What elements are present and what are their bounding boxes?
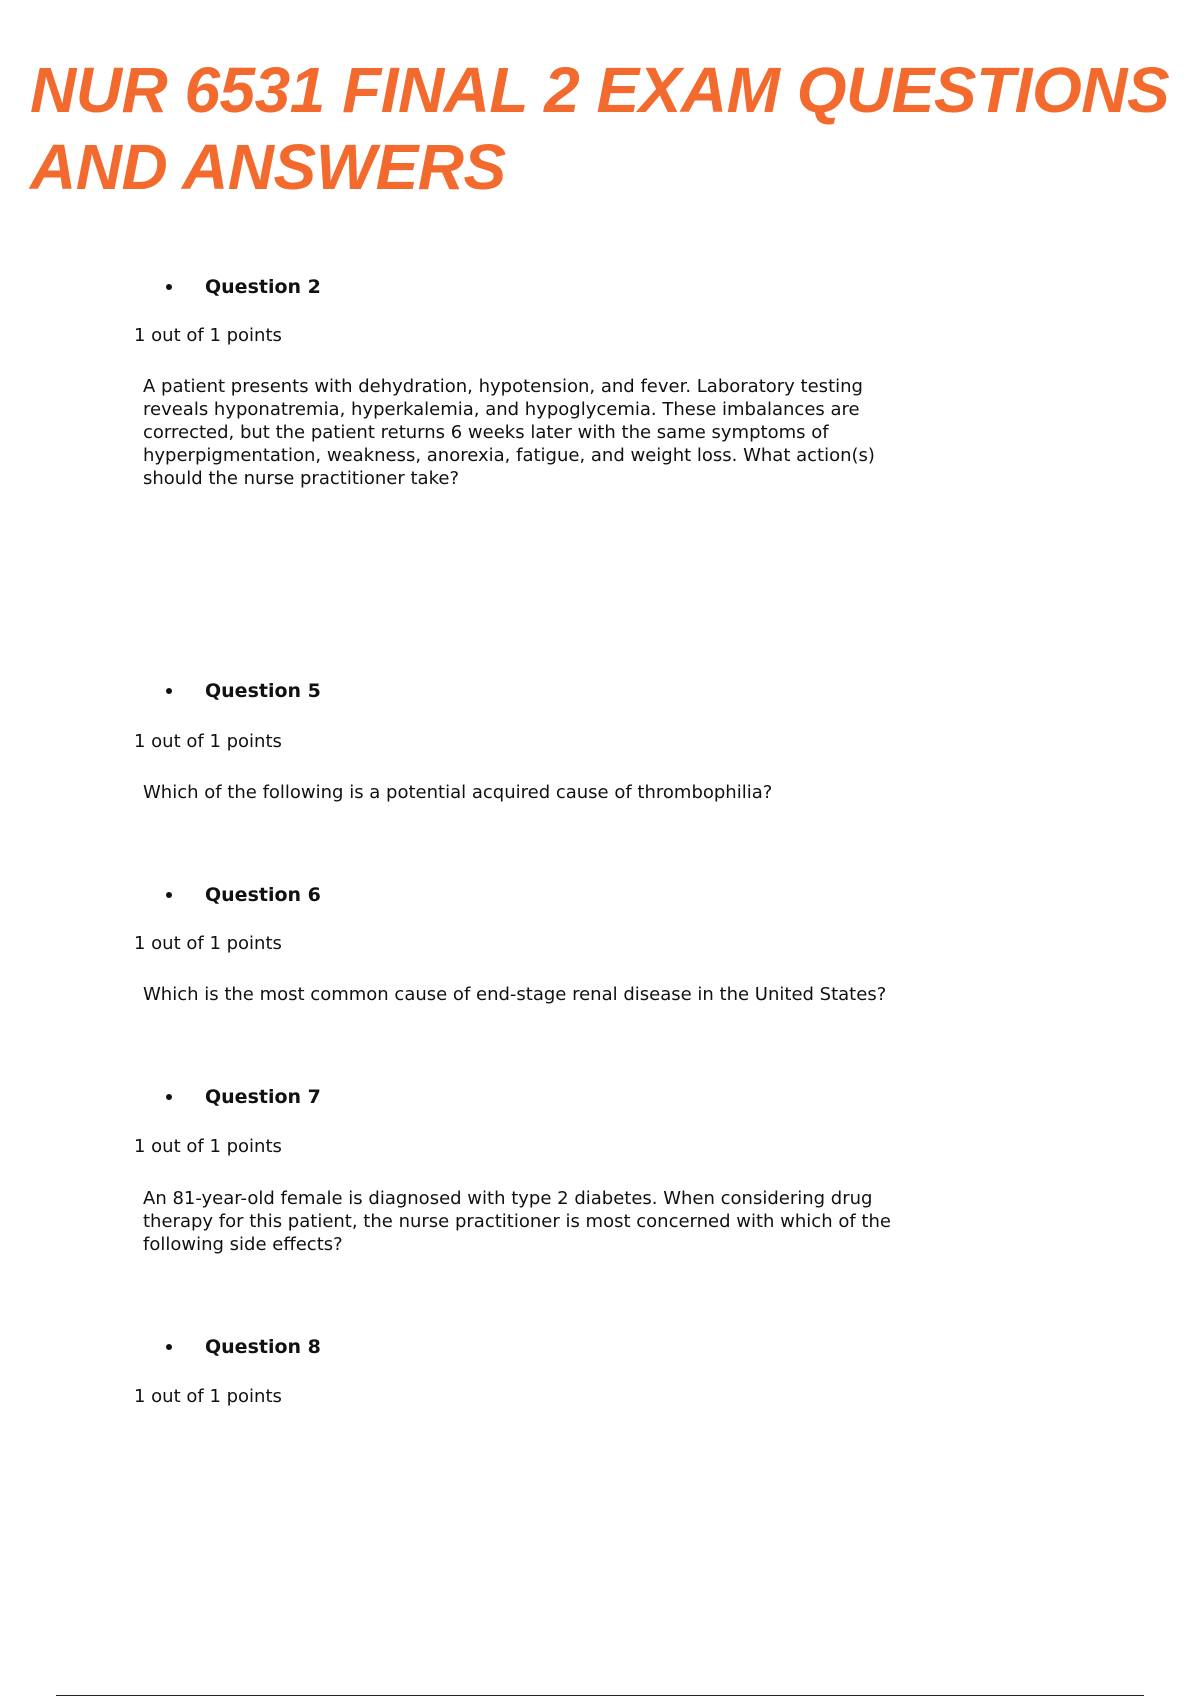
document-title <box>30 52 1190 206</box>
question-text-line: Which of the following is a potential acquired cause of thrombophilia? <box>143 782 773 803</box>
question-text-line: therapy for this patient, the nurse practitioner is most concerned with which of the <box>143 1211 891 1232</box>
question-label: Question 6 <box>205 884 321 906</box>
points-label: 1 out of 1 points <box>134 731 282 752</box>
points-label: 1 out of 1 points <box>134 1136 282 1157</box>
question-text-line: should the nurse practitioner take? <box>143 468 459 489</box>
question-text-line: reveals hyponatremia, hyperkalemia, and hypoglycemia. These imbalances are <box>143 399 860 420</box>
bullet-icon <box>166 1094 172 1100</box>
bullet-icon <box>166 688 172 694</box>
question-label: Question 8 <box>205 1336 321 1358</box>
page-divider <box>56 1695 1144 1696</box>
question-text-line: An 81-year-old female is diagnosed with type 2 diabetes. When considering drug <box>143 1188 873 1209</box>
bullet-icon <box>166 1344 172 1350</box>
question-heading <box>166 884 321 906</box>
question-label: Question 7 <box>205 1086 321 1108</box>
points-label: 1 out of 1 points <box>134 325 282 346</box>
points-label: 1 out of 1 points <box>134 1386 282 1407</box>
question-text <box>143 781 983 804</box>
points-label: 1 out of 1 points <box>134 933 282 954</box>
question-label: Question 5 <box>205 680 321 702</box>
question-text-line: corrected, but the patient returns 6 weeks later with the same symptoms of <box>143 422 829 443</box>
question-heading <box>166 276 321 298</box>
title-line-2: AND ANSWERS <box>30 131 506 203</box>
question-text-line: following side effects? <box>143 1234 343 1255</box>
question-text-line: hyperpigmentation, weakness, anorexia, fatigue, and weight loss. What action(s) <box>143 445 875 466</box>
question-heading <box>166 680 321 702</box>
title-line-1: NUR 6531 FINAL 2 EXAM QUESTIONS <box>30 54 1170 126</box>
question-heading <box>166 1336 321 1358</box>
question-heading <box>166 1086 321 1108</box>
question-text <box>143 1187 983 1256</box>
question-text <box>143 983 983 1006</box>
question-text <box>143 375 983 490</box>
bullet-icon <box>166 284 172 290</box>
bullet-icon <box>166 892 172 898</box>
question-label: Question 2 <box>205 276 321 298</box>
question-text-line: A patient presents with dehydration, hypotension, and fever. Laboratory testing <box>143 376 863 397</box>
question-text-line: Which is the most common cause of end-stage renal disease in the United States? <box>143 984 887 1005</box>
